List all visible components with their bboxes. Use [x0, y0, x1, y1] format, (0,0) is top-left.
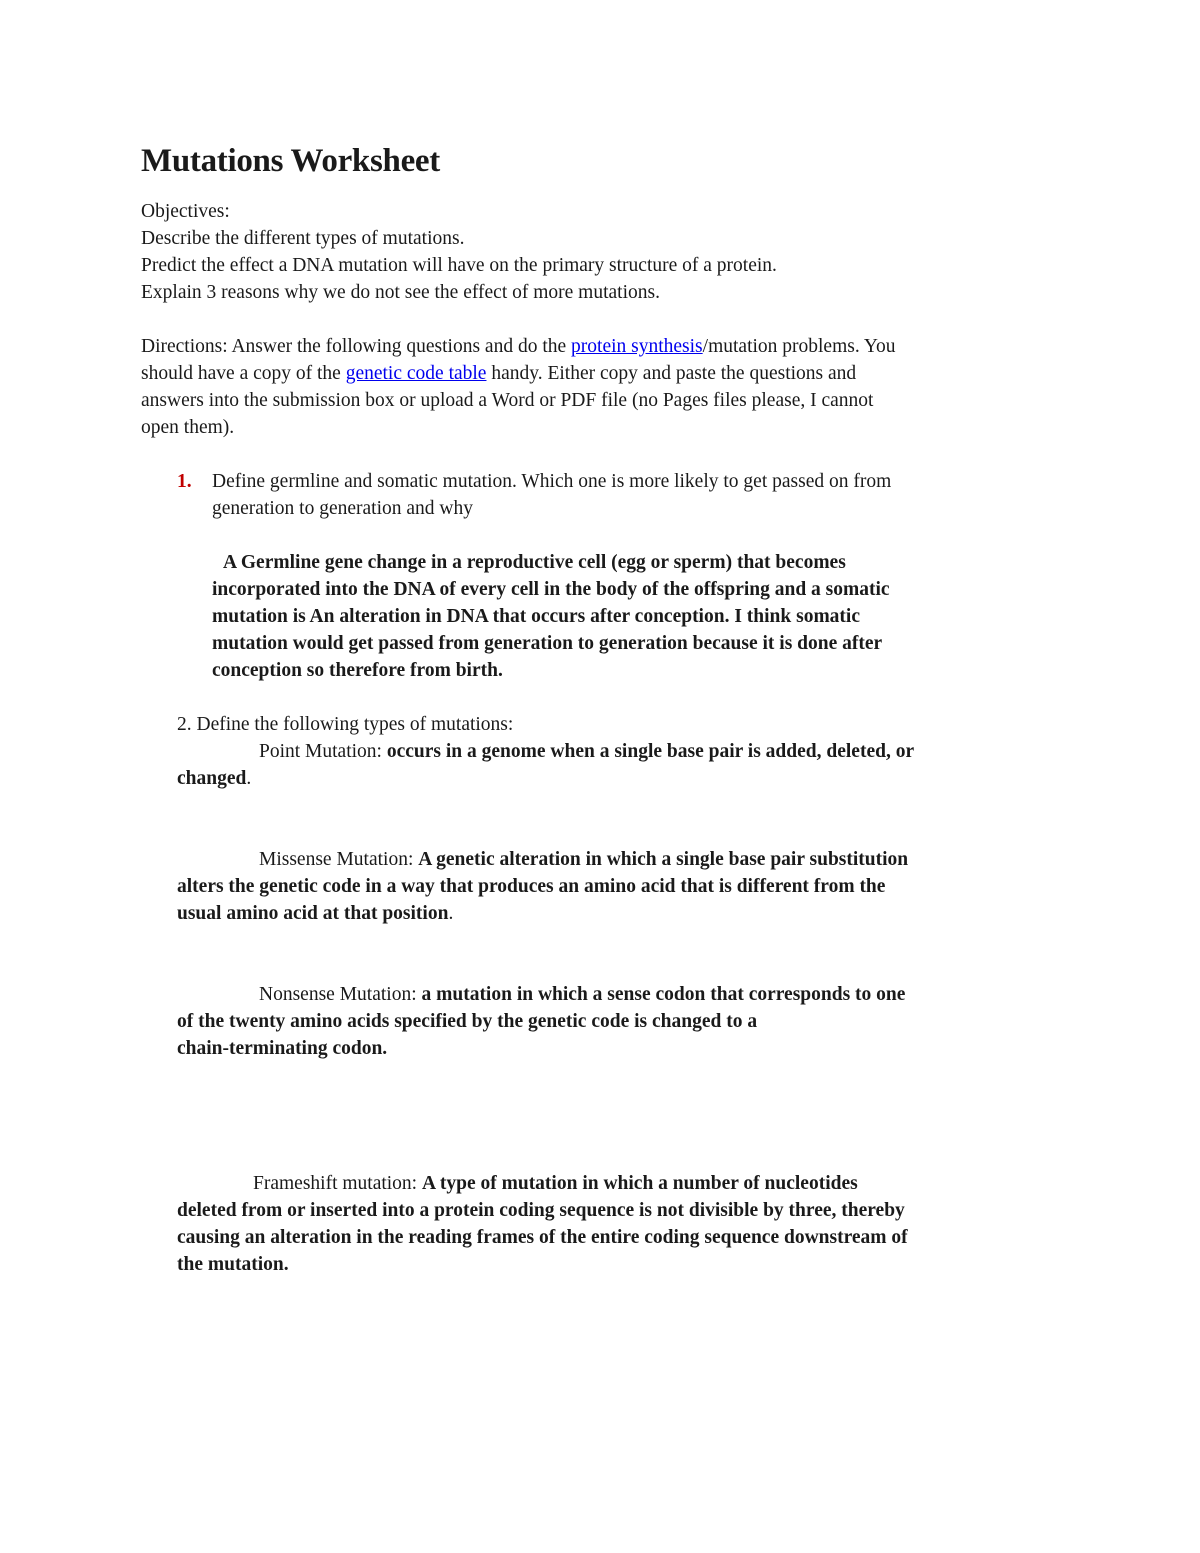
definition-text: deleted from or inserted into a protein coding sequence is not divisible by three, thereby [177, 1200, 905, 1221]
question-1 [141, 468, 1071, 522]
definition-text: the mutation. [177, 1254, 289, 1275]
definition-text: chain-terminating codon. [177, 1038, 388, 1059]
definition-label: Missense Mutation: [259, 849, 419, 870]
question-number: 1. [177, 471, 192, 492]
definition-text: alters the genetic code in a way that produces an amino acid that is different from the [177, 876, 886, 897]
directions-text: Directions: Answer the following questions and do the [141, 336, 572, 357]
definition-text: changed [177, 768, 247, 789]
question-text: 2. Define the following types of mutations: [177, 714, 514, 735]
definition-text: causing an alteration in the reading frames of the entire coding sequence downstream of [177, 1227, 908, 1248]
missense-mutation-definition [141, 846, 1071, 927]
objective-item: Explain 3 reasons why we do not see the effect of more mutations. [141, 282, 660, 303]
point-mutation-definition [141, 738, 1071, 792]
definition-text: of the twenty amino acids specified by the genetic code is changed to a [177, 1011, 758, 1032]
directions-text: handy. Either copy and paste the questions and [486, 363, 857, 384]
answer-text: A Germline gene change in a reproductive cell (egg or sperm) that becomes [223, 552, 846, 573]
worksheet-page [141, 138, 1071, 1278]
genetic-code-table-link[interactable]: genetic code table [345, 363, 487, 384]
definition-text: A type of mutation in which a number of nucleotides [421, 1173, 858, 1194]
objectives-heading: Objectives: [141, 201, 230, 222]
definition-text: A genetic alteration in which a single base pair substitution [418, 849, 909, 870]
directions-text: should have a copy of the [141, 363, 346, 384]
nonsense-mutation-definition [141, 981, 1071, 1062]
objective-item: Predict the effect a DNA mutation will have on the primary structure of a protein. [141, 255, 777, 276]
answer-text: mutation is An alteration in DNA that occurs after conception. I think somatic [212, 606, 861, 627]
definition-label: Nonsense Mutation: [259, 984, 422, 1005]
frameshift-mutation-definition [141, 1170, 1071, 1278]
objective-item: Describe the different types of mutations. [141, 228, 465, 249]
directions-text: open them). [141, 417, 235, 438]
definition-punctuation: . [448, 903, 454, 924]
answer-text: incorporated into the DNA of every cell in the body of the offspring and a somatic [212, 579, 890, 600]
definition-text: usual amino acid at that position [177, 903, 449, 924]
question-text: generation to generation and why [212, 498, 473, 519]
objectives-section [141, 198, 1071, 306]
protein-synthesis-link[interactable]: protein synthesis [571, 336, 703, 357]
directions-text: /mutation problems. You [702, 336, 896, 357]
definition-text: a mutation in which a sense codon that corresponds to one [421, 984, 906, 1005]
definition-text: occurs in a genome when a single base pair is added, deleted, or [386, 741, 915, 762]
directions-section [141, 333, 1071, 441]
question-text: Define germline and somatic mutation. Which one is more likely to get passed on from [212, 471, 892, 492]
page-title: Mutations Worksheet [141, 143, 440, 179]
question-2 [141, 711, 1071, 738]
answer-text: conception so therefore from birth. [212, 660, 503, 681]
definition-punctuation: . [246, 768, 252, 789]
definition-label: Point Mutation: [259, 741, 387, 762]
definition-label: Frameshift mutation: [253, 1173, 422, 1194]
question-1-answer [141, 549, 1071, 684]
directions-text: answers into the submission box or upload a Word or PDF file (no Pages files please, I cannot [141, 390, 874, 411]
answer-text: mutation would get passed from generation to generation because it is done after [212, 633, 883, 654]
